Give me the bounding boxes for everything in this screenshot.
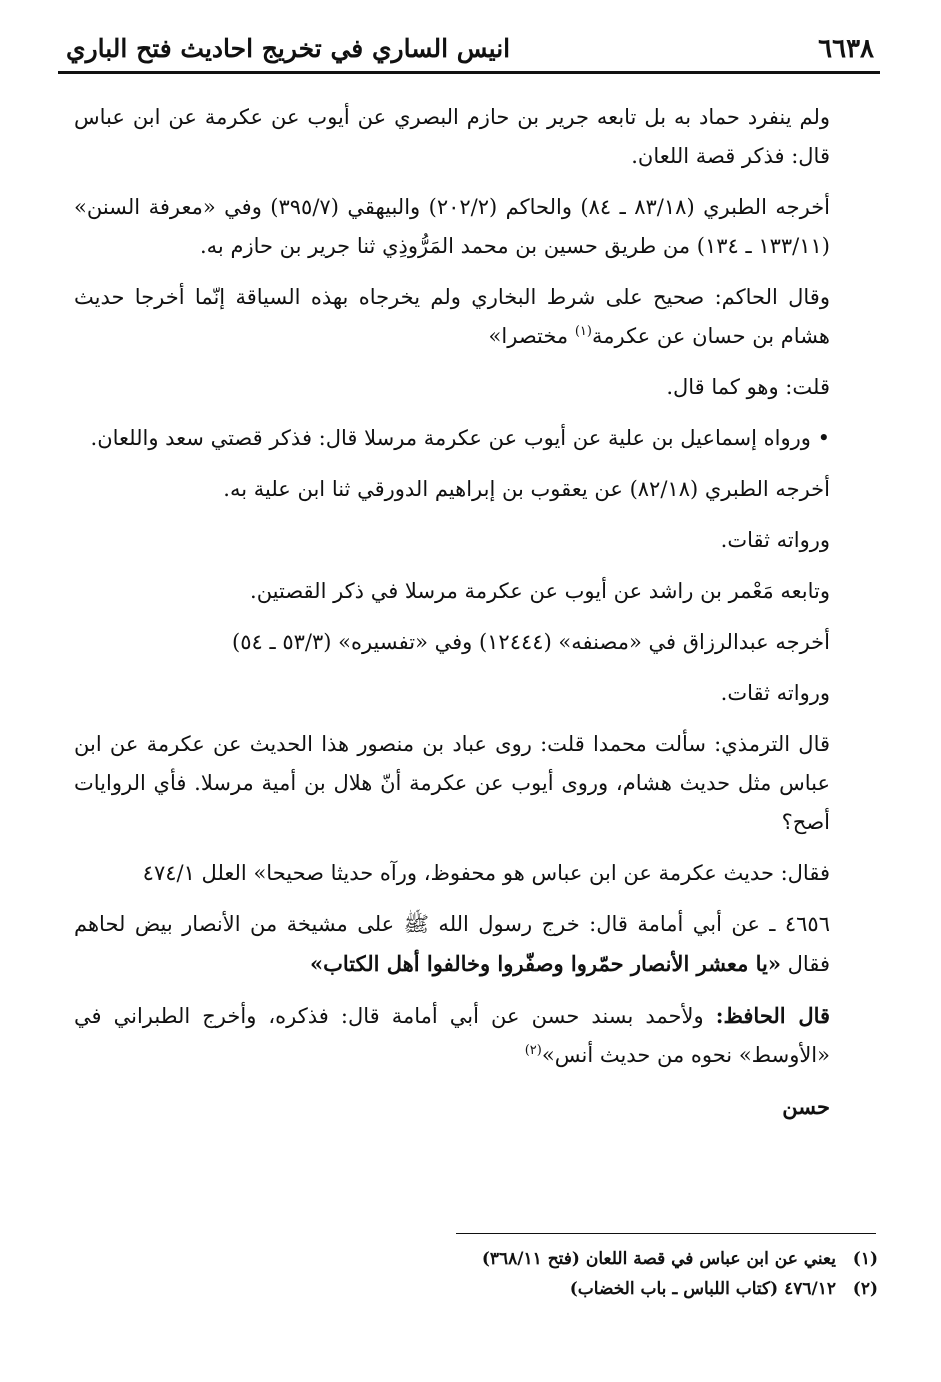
grading-label: حسن [782,1094,830,1119]
footnote [300,1274,878,1304]
paragraph-text: أخرجه الطبري (٨٣/١٨ ـ ٨٤) والحاكم (٢٠٢/٢) والبيهقي (٣٩٥/٧) وفي «معرفة السنن» (١٣٣/١١ ـ ١٣٤) من طريق حسين بن محمد المَرُّوذِي ثنا جرير بن حازم به. [74,195,831,258]
paragraph-text: وقال الحاكم: صحيح على شرط البخاري ولم يخرجاه بهذه السياقة إنّما أخرجا حديث هشام بن حسان عن عكرمة [74,285,830,348]
footnote-text: يعني عن ابن عباس في قصة اللعان (فتح ٣٦٨/١١) [481,1249,836,1269]
paragraph [74,278,878,356]
footnote-text: ٤٧٦/١٢ (كتاب اللباس ـ باب الخضاب) [569,1279,836,1299]
paragraph-text: فقال: حديث عكرمة عن ابن عباس هو محفوظ، ورآه حديثا صحيحا» العلل ٤٧٤/١ [142,861,830,885]
paragraph-text: ٤٦٥٦ ـ عن أبي أمامة قال: خرج رسول الله ﷺ على مشيخة من الأنصار بيض لحاهم فقال [74,912,830,976]
page-number: ٦٦٣٨ [818,34,874,64]
footnotes [300,1244,878,1304]
paragraph-text: ولأحمد بسند حسن عن أبي أمامة قال: فذكره، وأخرج الطبراني في «الأوسط» نحوه من حديث أنس» [74,1004,830,1067]
paragraph [74,470,878,509]
paragraph [74,674,878,713]
running-title: انيس الساري في تخريج احاديث فتح الباري [66,34,511,63]
paragraph-text: أخرجه عبدالرزاق في «مصنفه» (١٢٤٤٤) وفي «تفسيره» (٥٣/٣ ـ ٥٤) [232,630,830,654]
footnote-number: (١) [852,1249,878,1269]
paragraph [74,854,878,893]
main-text [74,98,878,1139]
footnote-number: (٢) [852,1279,878,1299]
paragraph [74,98,878,176]
hadith-entry [74,905,878,984]
header-rule [58,71,880,74]
paragraph [74,572,878,611]
paragraph [74,996,878,1075]
footnote-rule [456,1233,876,1234]
paragraph [74,368,878,407]
paragraph-text: قلت: وهو كما قال. [666,375,830,399]
paragraph [74,725,878,842]
page-header [58,30,880,74]
paragraph-text: • ورواه إسماعيل بن علية عن أيوب عن عكرمة مرسلا قال: فذكر قصتي سعد واللعان. [90,426,830,450]
grading [74,1087,878,1127]
paragraph-text: ورواته ثقات. [720,681,830,705]
footnote [300,1244,878,1274]
paragraph [74,521,878,560]
paragraph [74,188,878,266]
footnote-marker: (١) [574,324,592,339]
paragraph-text: ورواته ثقات. [720,528,830,552]
paragraph-text: مختصرا» [488,324,575,348]
paragraph-text: وتابعه مَعْمر بن راشد عن أيوب عن عكرمة مرسلا في ذكر القصتين. [250,579,830,603]
speaker-label: قال الحافظ: [715,1003,831,1028]
paragraph-text: ولم ينفرد حماد به بل تابعه جرير بن حازم البصري عن أيوب عن عكرمة عن ابن عباس قال: فذكر قصة اللعان. [74,105,830,168]
paragraph [74,419,878,458]
footnote-marker: (٢) [524,1043,542,1058]
paragraph-text: أخرجه الطبري (٨٢/١٨) عن يعقوب بن إبراهيم الدورقي ثنا ابن علية به. [223,477,830,501]
hadith-quote: «يا معشر الأنصار حمّروا وصفّروا وخالفوا أهل الكتاب» [310,951,781,976]
paragraph-text: قال الترمذي: سألت محمدا قلت: روى عباد بن منصور هذا الحديث عن عكرمة عن ابن عباس مثل حديث هشام، وروى أيوب عن عكرمة أنّ هلال بن أمية مرسلا. فأي الروايات أصح؟ [74,732,830,834]
paragraph [74,623,878,662]
